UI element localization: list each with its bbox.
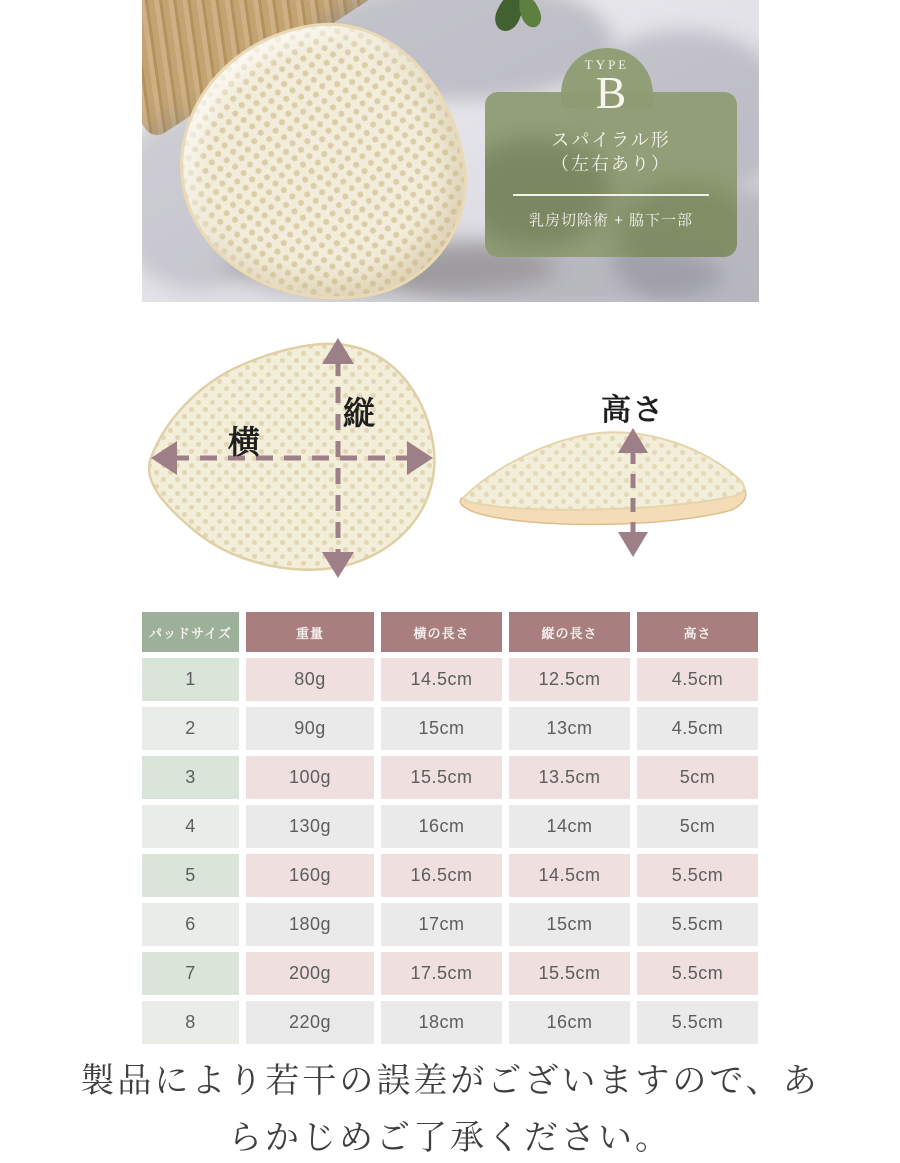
table-cell-weight: 180g	[246, 903, 374, 946]
table-cell-size: 8	[142, 1001, 239, 1044]
table-cell-height: 4.5cm	[637, 707, 758, 750]
vertical-label: 縦	[342, 395, 376, 431]
table-cell-width: 16.5cm	[381, 854, 502, 897]
table-header-length: 縦の長さ	[509, 612, 630, 652]
type-badge	[485, 48, 737, 257]
table-cell-height: 5.5cm	[637, 903, 758, 946]
table-cell-size: 7	[142, 952, 239, 995]
table-cell-width: 16cm	[381, 805, 502, 848]
hero-photo	[142, 0, 759, 302]
table-cell-height: 5.5cm	[637, 854, 758, 897]
height-label: 高さ	[601, 394, 665, 427]
table-header-height: 高さ	[637, 612, 758, 652]
table-cell-length: 12.5cm	[509, 658, 630, 701]
table-cell-length: 14.5cm	[509, 854, 630, 897]
badge-title-line1: スパイラル形	[551, 130, 671, 150]
table-header-width: 横の長さ	[381, 612, 502, 652]
table-cell-width: 17cm	[381, 903, 502, 946]
table-header-weight: 重量	[246, 612, 374, 652]
badge-title-line2: （左右あり）	[551, 154, 671, 174]
disclaimer-text	[0, 1053, 900, 1163]
badge-divider	[513, 194, 709, 196]
table-cell-height: 5.5cm	[637, 1001, 758, 1044]
height-arrowhead-bottom	[618, 532, 648, 557]
table-cell-size: 3	[142, 756, 239, 799]
table-cell-size: 5	[142, 854, 239, 897]
disclaimer-line1: 製品により若干の誤差がございますので、あ	[80, 1062, 820, 1100]
table-header-pad-size: パッドサイズ	[142, 612, 239, 652]
table-cell-size: 1	[142, 658, 239, 701]
table-cell-weight: 200g	[246, 952, 374, 995]
table-cell-length: 15cm	[509, 903, 630, 946]
disclaimer-line2: らかじめご了承ください。	[228, 1119, 672, 1157]
table-cell-width: 14.5cm	[381, 658, 502, 701]
table-cell-length: 13.5cm	[509, 756, 630, 799]
table-cell-weight: 160g	[246, 854, 374, 897]
pad-side-dome	[463, 432, 744, 509]
width-label: 横	[227, 424, 261, 460]
side-view-dimension-figure	[448, 372, 760, 606]
table-cell-width: 15.5cm	[381, 756, 502, 799]
table-cell-size: 2	[142, 707, 239, 750]
table-cell-length: 16cm	[509, 1001, 630, 1044]
table-cell-height: 5cm	[637, 805, 758, 848]
table-cell-size: 6	[142, 903, 239, 946]
table-cell-weight: 90g	[246, 707, 374, 750]
table-cell-width: 15cm	[381, 707, 502, 750]
table-cell-width: 18cm	[381, 1001, 502, 1044]
size-spec-table	[142, 612, 758, 1044]
table-cell-height: 5cm	[637, 756, 758, 799]
table-cell-size: 4	[142, 805, 239, 848]
table-cell-height: 4.5cm	[637, 658, 758, 701]
front-view-dimension-figure	[146, 336, 438, 582]
table-cell-length: 14cm	[509, 805, 630, 848]
table-cell-length: 15.5cm	[509, 952, 630, 995]
badge-subtitle: 乳房切除術 + 脇下一部	[528, 212, 694, 229]
badge-type-letter: B	[595, 67, 627, 118]
table-cell-height: 5.5cm	[637, 952, 758, 995]
table-cell-weight: 80g	[246, 658, 374, 701]
table-cell-weight: 130g	[246, 805, 374, 848]
table-cell-width: 17.5cm	[381, 952, 502, 995]
table-cell-weight: 100g	[246, 756, 374, 799]
table-cell-length: 13cm	[509, 707, 630, 750]
badge-type-label: TYPE	[584, 57, 630, 72]
table-cell-weight: 220g	[246, 1001, 374, 1044]
